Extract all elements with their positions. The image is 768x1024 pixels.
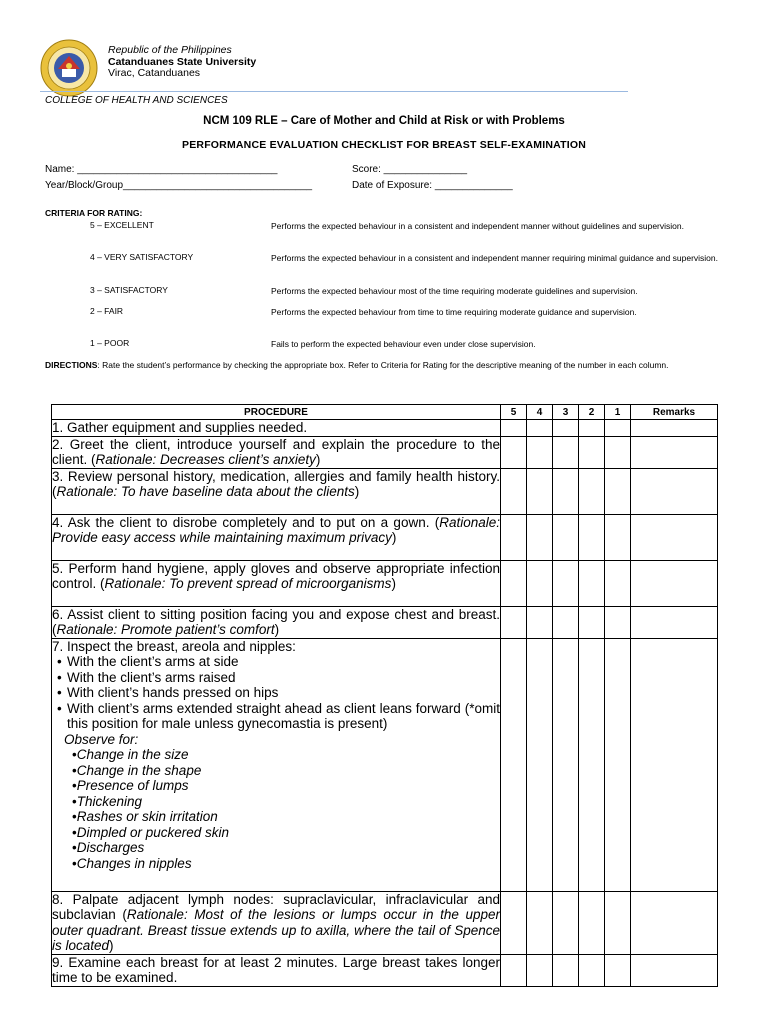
rating-cell[interactable] <box>501 638 527 891</box>
procedure-step-2 <box>52 436 501 468</box>
observe-heading: Observe for: <box>64 731 139 747</box>
procedure-step-7 <box>52 638 501 891</box>
rating-cell[interactable] <box>501 514 527 560</box>
procedure-step-4 <box>52 514 501 560</box>
header-procedure: PROCEDURE <box>52 405 501 420</box>
header-remarks: Remarks <box>631 405 718 420</box>
criteria-label: 5 – EXCELLENT <box>90 220 154 230</box>
header-score-5: 5 <box>501 405 527 420</box>
remarks-cell[interactable] <box>631 468 718 514</box>
score-field[interactable]: Score: _______________ <box>352 164 468 175</box>
procedure-step-8 <box>52 891 501 954</box>
observe-item: • Rashes or skin irritation <box>52 809 500 825</box>
criteria-description: Performs the expected behaviour in a consistent and independent manner without guidelines and supervision. <box>271 221 684 231</box>
step-rationale: Rationale: To have baseline data about the clients <box>56 484 355 499</box>
procedure-table <box>51 404 718 987</box>
rating-cell[interactable] <box>501 954 527 986</box>
rating-cell[interactable] <box>527 954 553 986</box>
step-rationale: Rationale: To prevent spread of microorganisms <box>104 576 392 591</box>
table-row <box>52 420 718 437</box>
table-header-row <box>52 405 718 420</box>
rating-cell[interactable] <box>553 514 579 560</box>
rating-cell[interactable] <box>579 606 605 638</box>
procedure-step-9: 9. Examine each breast for at least 2 minutes. Large breast takes longer time to be examined. <box>52 954 500 985</box>
rating-cell[interactable] <box>605 420 631 437</box>
rating-cell[interactable] <box>527 560 553 606</box>
criteria-label: 3 – SATISFACTORY <box>90 285 168 295</box>
rating-cell[interactable] <box>605 954 631 986</box>
remarks-cell[interactable] <box>631 420 718 437</box>
criteria-description: Performs the expected behaviour from time to time requiring moderate guidance and supervision. <box>271 307 637 317</box>
step-text: ) <box>315 452 321 467</box>
remarks-cell[interactable] <box>631 560 718 606</box>
step-rationale: Rationale: Provide easy access while maintaining maximum privacy <box>52 514 500 545</box>
rating-cell[interactable] <box>605 468 631 514</box>
date-of-exposure-field[interactable]: Date of Exposure: ______________ <box>352 180 513 191</box>
rating-cell[interactable] <box>579 436 605 468</box>
remarks-cell[interactable] <box>631 954 718 986</box>
step-text: ) <box>354 484 360 499</box>
step-text: ) <box>274 622 280 637</box>
inspect-position: • With client’s hands pressed on hips <box>52 685 500 701</box>
header-score-4: 4 <box>527 405 553 420</box>
rating-cell[interactable] <box>527 420 553 437</box>
step-rationale: Rationale: Most of the lesions or lumps occur in the upper outer quadrant. Breast tissue extends up to axilla, where the tail of Spence is located <box>52 907 500 953</box>
rating-cell[interactable] <box>527 891 553 954</box>
step-text: 2. Greet the client, introduce yourself and explain the procedure to the client. ( <box>52 436 500 467</box>
republic-label: Republic of the Philippines <box>108 44 232 56</box>
remarks-cell[interactable] <box>631 606 718 638</box>
remarks-cell[interactable] <box>631 891 718 954</box>
university-name: Catanduanes State University <box>108 56 257 68</box>
rating-cell[interactable] <box>579 420 605 437</box>
table-row <box>52 468 718 514</box>
step-text: ) <box>391 576 396 591</box>
header-score-3: 3 <box>553 405 579 420</box>
rating-cell[interactable] <box>553 638 579 891</box>
course-title: NCM 109 RLE – Care of Mother and Child at Risk or with Problems <box>203 115 565 127</box>
rating-cell[interactable] <box>579 468 605 514</box>
remarks-cell[interactable] <box>631 436 718 468</box>
step-text: ) <box>109 938 114 953</box>
rating-cell[interactable] <box>527 468 553 514</box>
procedure-step-5 <box>52 560 501 606</box>
rating-cell[interactable] <box>553 436 579 468</box>
observe-item: • Presence of lumps <box>52 778 500 794</box>
observe-item: • Dimpled or puckered skin <box>52 825 500 841</box>
rating-cell[interactable] <box>553 606 579 638</box>
criteria-label: 4 – VERY SATISFACTORY <box>90 252 194 262</box>
header-score-1: 1 <box>605 405 631 420</box>
observe-item: • Thickening <box>52 794 500 810</box>
rating-cell[interactable] <box>501 420 527 437</box>
rating-cell[interactable] <box>605 638 631 891</box>
observe-item: • Change in the size <box>52 747 500 763</box>
table-row <box>52 606 718 638</box>
procedure-step-1: 1. Gather equipment and supplies needed. <box>52 420 501 437</box>
header-divider <box>40 91 628 92</box>
step-text: 5. Perform hand hygiene, apply gloves and observe appropriate infection control. ( <box>52 560 500 591</box>
rating-cell[interactable] <box>579 560 605 606</box>
directions <box>45 359 721 371</box>
rating-cell[interactable] <box>527 436 553 468</box>
header-score-2: 2 <box>579 405 605 420</box>
rating-cell[interactable] <box>553 891 579 954</box>
remarks-cell[interactable] <box>631 638 718 891</box>
step-text: 3. Review personal history, medication, allergies and family health history. ( <box>52 468 500 499</box>
rating-cell[interactable] <box>527 638 553 891</box>
rating-cell[interactable] <box>527 514 553 560</box>
procedure-step-3 <box>52 468 501 514</box>
rating-cell[interactable] <box>553 420 579 437</box>
rating-cell[interactable] <box>579 954 605 986</box>
college-name: COLLEGE OF HEALTH AND SCIENCES <box>45 95 228 106</box>
rating-cell[interactable] <box>605 514 631 560</box>
step-text: 4. Ask the client to disrobe completely and to put on a gown. ( <box>52 514 440 530</box>
remarks-cell[interactable] <box>631 514 718 560</box>
table-row <box>52 560 718 606</box>
rating-cell[interactable] <box>501 436 527 468</box>
rating-cell[interactable] <box>605 891 631 954</box>
step-text: 7. Inspect the breast, areola and nipples: <box>52 638 296 654</box>
rating-cell[interactable] <box>579 638 605 891</box>
university-seal-icon <box>40 39 98 97</box>
name-field[interactable]: Name: ____________________________________ <box>45 164 278 175</box>
step-text: ) <box>391 530 397 545</box>
directions-label: DIRECTIONS <box>45 360 98 370</box>
observe-item: • Change in the shape <box>52 763 500 779</box>
criteria-heading: CRITERIA FOR RATING: <box>45 208 143 218</box>
university-location: Virac, Catanduanes <box>108 67 201 79</box>
rating-cell[interactable] <box>605 436 631 468</box>
table-row <box>52 514 718 560</box>
rating-cell[interactable] <box>527 606 553 638</box>
rating-cell[interactable] <box>553 468 579 514</box>
table-row <box>52 891 718 954</box>
observe-item: • Changes in nipples <box>52 856 500 872</box>
rating-cell[interactable] <box>579 891 605 954</box>
rating-cell[interactable] <box>553 954 579 986</box>
observe-item: • Discharges <box>52 840 500 856</box>
rating-cell[interactable] <box>501 606 527 638</box>
procedure-step-6 <box>52 606 501 638</box>
inspect-position: • With the client’s arms raised <box>52 670 500 686</box>
criteria-label: 2 – FAIR <box>90 306 124 316</box>
rating-cell[interactable] <box>605 560 631 606</box>
criteria-label: 1 – POOR <box>90 338 130 348</box>
table-row <box>52 954 718 986</box>
step-text: 8. Palpate adjacent lymph nodes: supraclavicular, infraclavicular and subclavian ( <box>52 891 500 922</box>
rating-cell[interactable] <box>501 468 527 514</box>
criteria-description: Performs the expected behaviour most of the time requiring moderate guidelines and supervision. <box>271 286 638 296</box>
inspect-position: • With the client’s arms at side <box>52 654 500 670</box>
rating-cell[interactable] <box>579 514 605 560</box>
criteria-description: Fails to perform the expected behaviour even under close supervision. <box>271 339 536 349</box>
rating-cell[interactable] <box>553 560 579 606</box>
year-block-group-field[interactable]: Year/Block/Group__________________________________ <box>45 180 313 191</box>
table-row <box>52 436 718 468</box>
step-text: 6. Assist client to sitting position facing you and expose chest and breast. ( <box>52 606 500 637</box>
table-row <box>52 638 718 891</box>
criteria-description: Performs the expected behaviour in a consistent and independent manner requiring minimal guidance and supervision. <box>271 253 718 263</box>
step-rationale: Rationale: Decreases client’s anxiety <box>95 452 316 467</box>
inspect-position: • With client’s arms extended straight ahead as client leans forward (*omit this position for male unless gynecomastia is present) <box>52 701 500 732</box>
checklist-title: PERFORMANCE EVALUATION CHECKLIST FOR BREAST SELF-EXAMINATION <box>182 139 586 151</box>
directions-text: : Rate the student’s performance by checking the appropriate box. Refer to Criteria for Rating for the descriptive meaning of the number in each column. <box>97 360 669 370</box>
rating-cell[interactable] <box>501 891 527 954</box>
rating-cell[interactable] <box>501 560 527 606</box>
step-rationale: Rationale: Promote patient’s comfort <box>56 622 275 637</box>
rating-cell[interactable] <box>605 606 631 638</box>
